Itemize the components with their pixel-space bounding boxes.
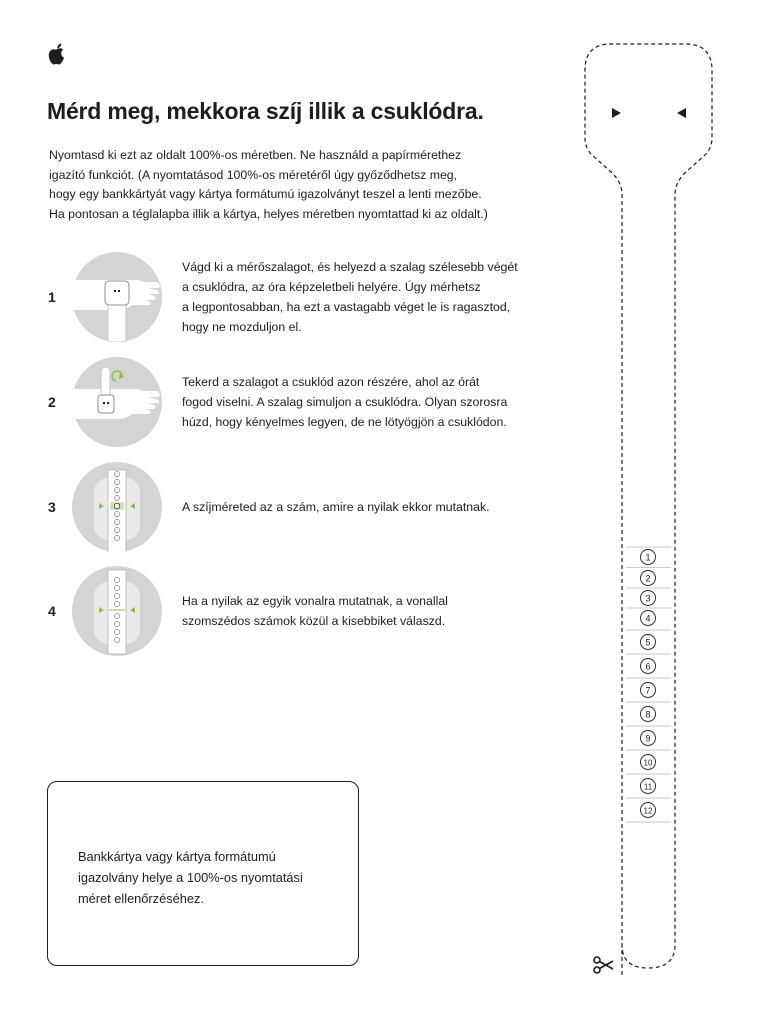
step-1 xyxy=(44,252,564,342)
card-box-line: méret ellenőrzéséhez. xyxy=(78,891,204,906)
intro-line: Ha pontosan a téglalapba illik a kártya, helyes méretben nyomtattad ki az oldalt.) xyxy=(49,206,488,221)
size-label: 3 xyxy=(645,593,651,604)
step-text-line: a csuklódra, az óra képzeletbeli helyére. Úgy mérhetsz xyxy=(182,280,481,294)
size-label: 2 xyxy=(645,573,651,584)
step-number: 3 xyxy=(48,499,56,515)
band-cut-outline xyxy=(585,44,712,975)
size-label: 11 xyxy=(643,782,653,792)
intro-line: hogy egy bankkártyát vagy kártya formátumú igazolványt teszel a lenti mezőbe. xyxy=(49,187,482,201)
wrist-band-placement-illustration xyxy=(72,252,162,342)
card-box-line: Bankkártya vagy kártya formátumú xyxy=(78,849,276,864)
step-text-line: szomszédos számok közül a kisebbiket válaszd. xyxy=(182,614,446,628)
step-number: 2 xyxy=(48,394,56,410)
step-4 xyxy=(44,566,564,656)
apple-logo-icon xyxy=(46,42,68,68)
intro-line: igazító funkciót. (A nyomtatásod 100%-os méretéről úgy győződhetsz meg, xyxy=(49,167,458,182)
step-number: 4 xyxy=(48,603,56,619)
card-box-line: igazolvány helye a 100%-os nyomtatási xyxy=(78,870,303,885)
step-text-line: Tekerd a szalagot a csuklód azon részére, ahol az órát xyxy=(182,375,480,389)
step-description xyxy=(182,566,562,656)
step-text-line: hogy ne mozduljon el. xyxy=(182,320,302,334)
step-text-line: Ha a nyilak az egyik vonalra mutatnak, a vonallal xyxy=(182,594,448,608)
size-label: 7 xyxy=(645,685,651,696)
left-pointing-triangle-icon xyxy=(677,108,686,118)
right-pointing-triangle-icon xyxy=(612,108,621,118)
card-size-check-box xyxy=(47,781,359,966)
size-label: 1 xyxy=(645,552,651,563)
intro-line: Nyomtasd ki ezt az oldalt 100%-os méretben. Ne használd a papírmérethez xyxy=(49,148,462,162)
step-description xyxy=(182,462,562,552)
step-2 xyxy=(44,357,564,447)
page-title: Mérd meg, mekkora szíj illik a csuklódra. xyxy=(47,98,484,124)
band-arrows-on-number-illustration xyxy=(72,462,162,552)
size-label: 5 xyxy=(645,637,651,648)
size-label: 12 xyxy=(643,806,653,816)
intro-paragraph xyxy=(49,146,549,224)
size-label: 4 xyxy=(645,613,651,624)
step-text-line: húzd, hogy kényelmes legyen, de ne lötyögjön a csuklódon. xyxy=(182,415,507,429)
size-label: 6 xyxy=(645,661,651,672)
size-label: 9 xyxy=(645,733,651,744)
step-text-line: a legpontosabban, ha ezt a vastagabb véget le is ragasztod, xyxy=(182,300,511,314)
size-label: 8 xyxy=(645,709,651,720)
step-3 xyxy=(44,462,564,552)
card-box-label xyxy=(78,846,303,909)
step-text-line: A szíjméreted az a szám, amire a nyilak ekkor mutatnak. xyxy=(182,500,490,514)
size-label: 10 xyxy=(643,758,653,768)
step-text-line: fogod viselni. A szalag simuljon a csuklódra. Olyan szorosra xyxy=(182,395,508,409)
measuring-band xyxy=(580,40,720,975)
step-text-line: Vágd ki a mérőszalagot, és helyezd a szalag szélesebb végét xyxy=(182,260,518,274)
step-description xyxy=(182,252,562,342)
step-description xyxy=(182,357,562,447)
scissors-icon xyxy=(593,955,615,975)
band-arrows-on-line-illustration xyxy=(72,566,162,656)
step-number: 1 xyxy=(48,289,56,305)
wrist-band-wrap-illustration xyxy=(72,357,162,447)
